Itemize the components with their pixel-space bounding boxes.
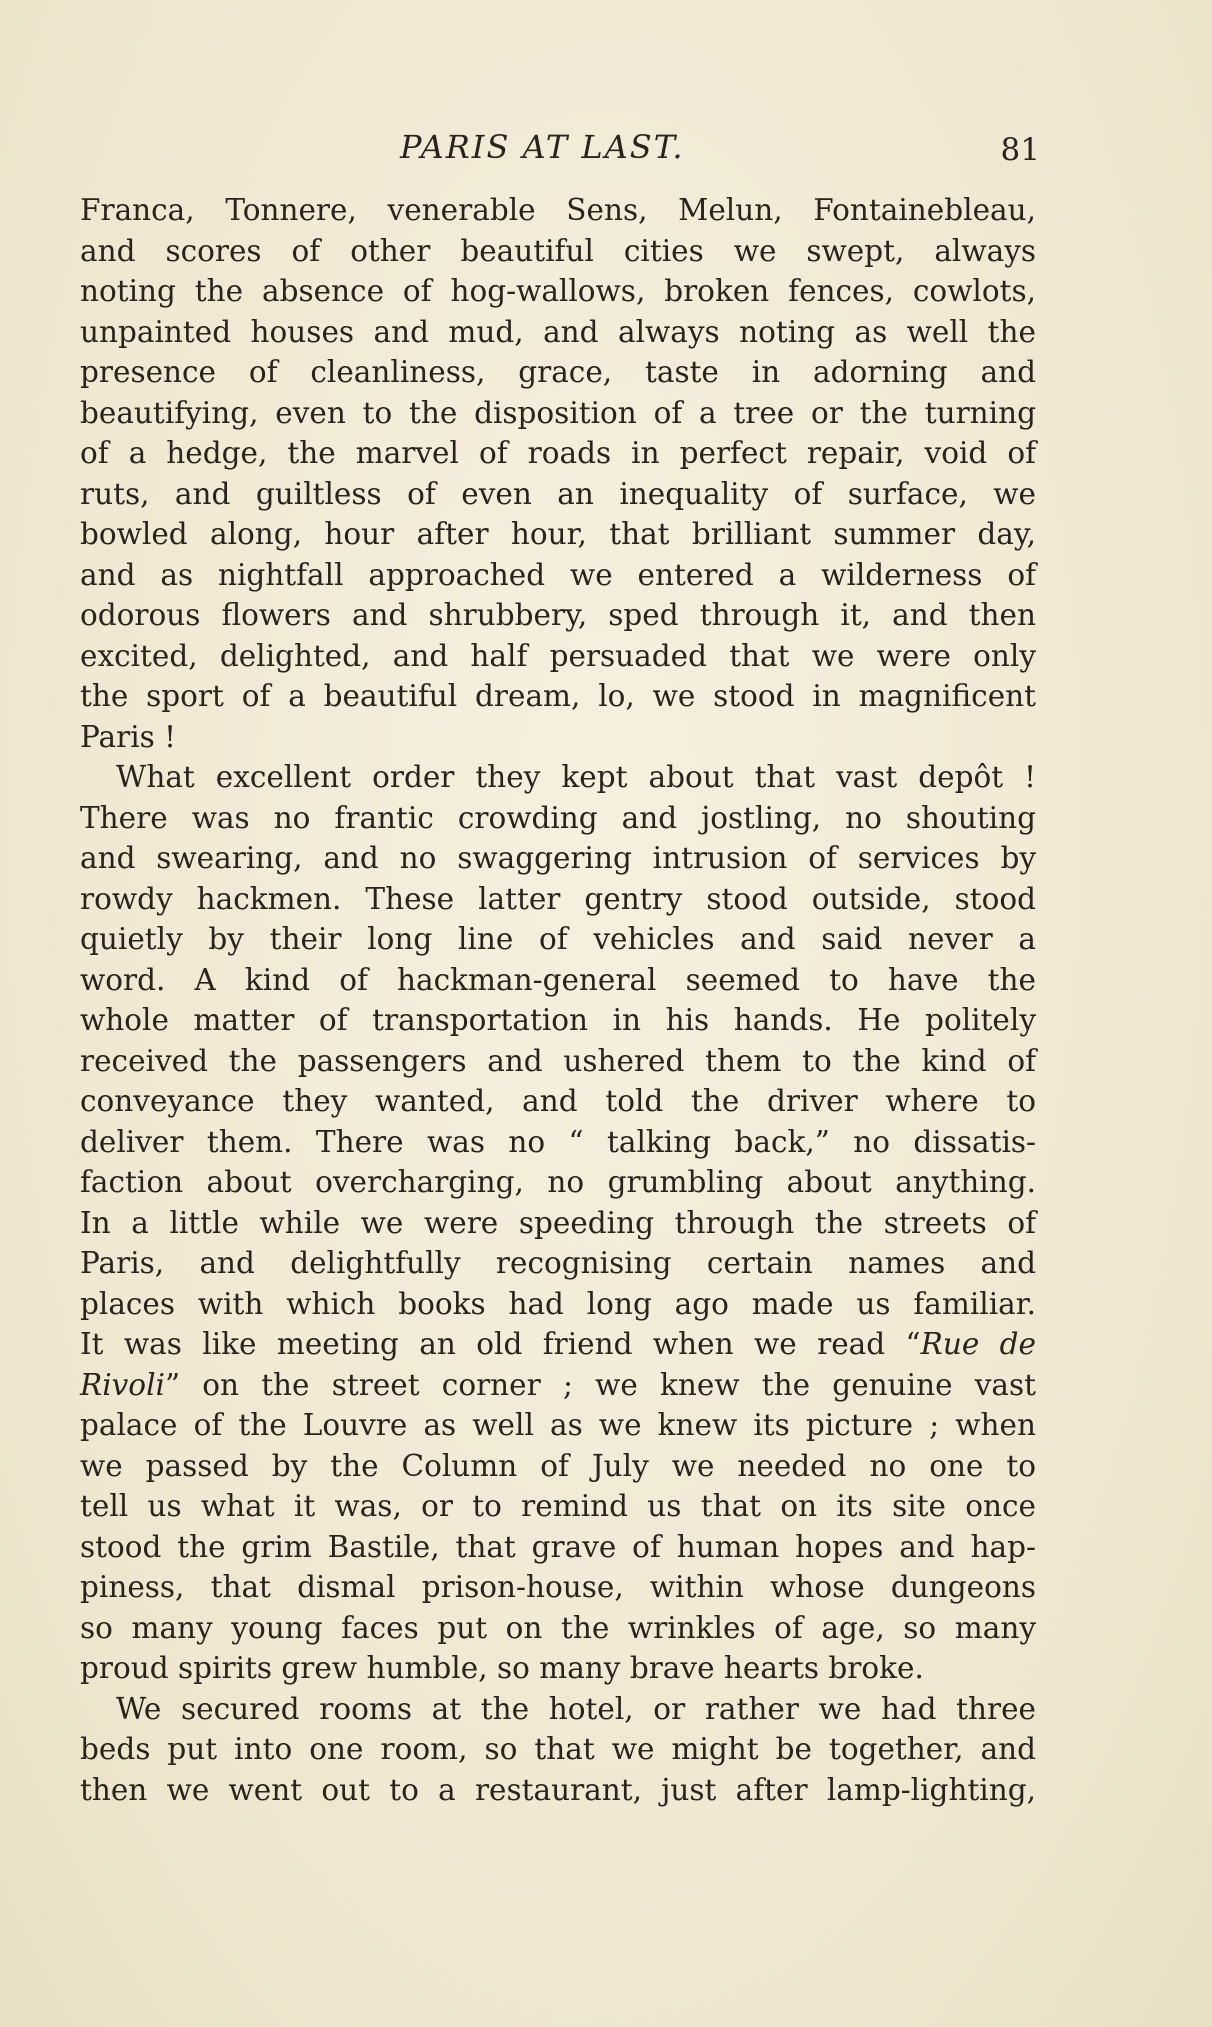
- text-line: of a hedge, the marvel of roads in perfect repair, void of: [80, 436, 1036, 470]
- text-line: faction about overcharging, no grumbling about anything.: [80, 1165, 1036, 1199]
- text-line: beds put into one room, so that we might be together, and: [80, 1732, 1036, 1766]
- text-line: noting the absence of hog-wallows, broken fences, cowlots,: [80, 274, 1036, 308]
- text-line: tell us what it was, or to remind us that on its site once: [80, 1489, 1036, 1523]
- text-line: deliver them. There was no “ talking back,” no dissatis-: [80, 1124, 1036, 1159]
- page-number: 81: [1000, 132, 1040, 168]
- text-line: ruts, and guiltless of even an inequality of surface, we: [80, 476, 1036, 511]
- text-line: and swearing, and no swaggering intrusion of services by: [80, 841, 1036, 875]
- text-line: quietly by their long line of vehicles and said never a: [80, 922, 1036, 956]
- line-text: It was like meeting an old friend when we read “: [80, 1327, 921, 1361]
- text-line: received the passengers and ushered them to the kind of: [80, 1043, 1036, 1078]
- text-line: conveyance they wanted, and told the driver where to: [80, 1084, 1036, 1118]
- text-line-paragraph-end: proud spirits grew humble, so many brave hearts broke.: [80, 1651, 924, 1685]
- text-line: In a little while we were speeding through the streets of: [80, 1205, 1036, 1240]
- text-line: so many young faces put on the wrinkles of age, so many: [80, 1610, 1036, 1645]
- text-line: There was no frantic crowding and jostling, no shouting: [80, 800, 1036, 835]
- line-text: ” on the street corner ; we knew the genuine vast: [164, 1367, 1036, 1402]
- text-line: places with which books had long ago made us familiar.: [80, 1286, 1036, 1321]
- text-line: Paris, and delightfully recognising certain names and: [80, 1246, 1036, 1280]
- running-head: PARIS AT LAST.: [400, 128, 685, 166]
- text-line: the sport of a beautiful dream, lo, we stood in magnificent: [80, 679, 1036, 713]
- text-line: and scores of other beautiful cities we swept, always: [80, 233, 1036, 268]
- text-line: odorous flowers and shrubbery, sped through it, and then: [80, 598, 1036, 632]
- text-line: we passed by the Column of July we needed no one to: [80, 1448, 1036, 1483]
- text-line-with-italic: [80, 1324, 1036, 1365]
- text-line-paragraph-end: Paris !: [80, 719, 177, 754]
- text-line: presence of cleanliness, grace, taste in adorning and: [80, 355, 1036, 389]
- body-text: [80, 190, 1036, 1810]
- text-line: palace of the Louvre as well as we knew its picture ; when: [80, 1408, 1036, 1442]
- text-line: word. A kind of hackman-general seemed to have the: [80, 962, 1036, 997]
- text-line: piness, that dismal prison-house, within whose dungeons: [80, 1570, 1036, 1604]
- text-line: bowled along, hour after hour, that brilliant summer day,: [80, 517, 1036, 551]
- text-line-with-italic: [80, 1365, 1036, 1406]
- text-line: Franca, Tonnere, venerable Sens, Melun, Fontainebleau,: [80, 193, 1036, 227]
- italic-rivoli: Rivoli: [80, 1367, 165, 1402]
- text-line: beautifying, even to the disposition of a tree or the turning: [80, 395, 1036, 430]
- text-line: unpainted houses and mud, and always noting as well the: [80, 314, 1036, 349]
- text-line: stood the grim Bastile, that grave of human hopes and hap-: [80, 1529, 1036, 1564]
- text-line: then we went out to a restaurant, just after lamp-lighting,: [80, 1772, 1036, 1807]
- text-line: rowdy hackmen. These latter gentry stood outside, stood: [80, 881, 1036, 916]
- text-line-paragraph-start: We secured rooms at the hotel, or rather we had three: [116, 1691, 1036, 1726]
- text-line: and as nightfall approached we entered a wilderness of: [80, 557, 1036, 592]
- text-line-paragraph-start: What excellent order they kept about that vast depôt !: [116, 760, 1036, 794]
- page-header: [80, 128, 1040, 176]
- italic-rue-de: Rue de: [920, 1327, 1037, 1361]
- text-line: excited, delighted, and half persuaded that we were only: [80, 638, 1036, 673]
- text-line: whole matter of transportation in his hands. He politely: [80, 1003, 1036, 1037]
